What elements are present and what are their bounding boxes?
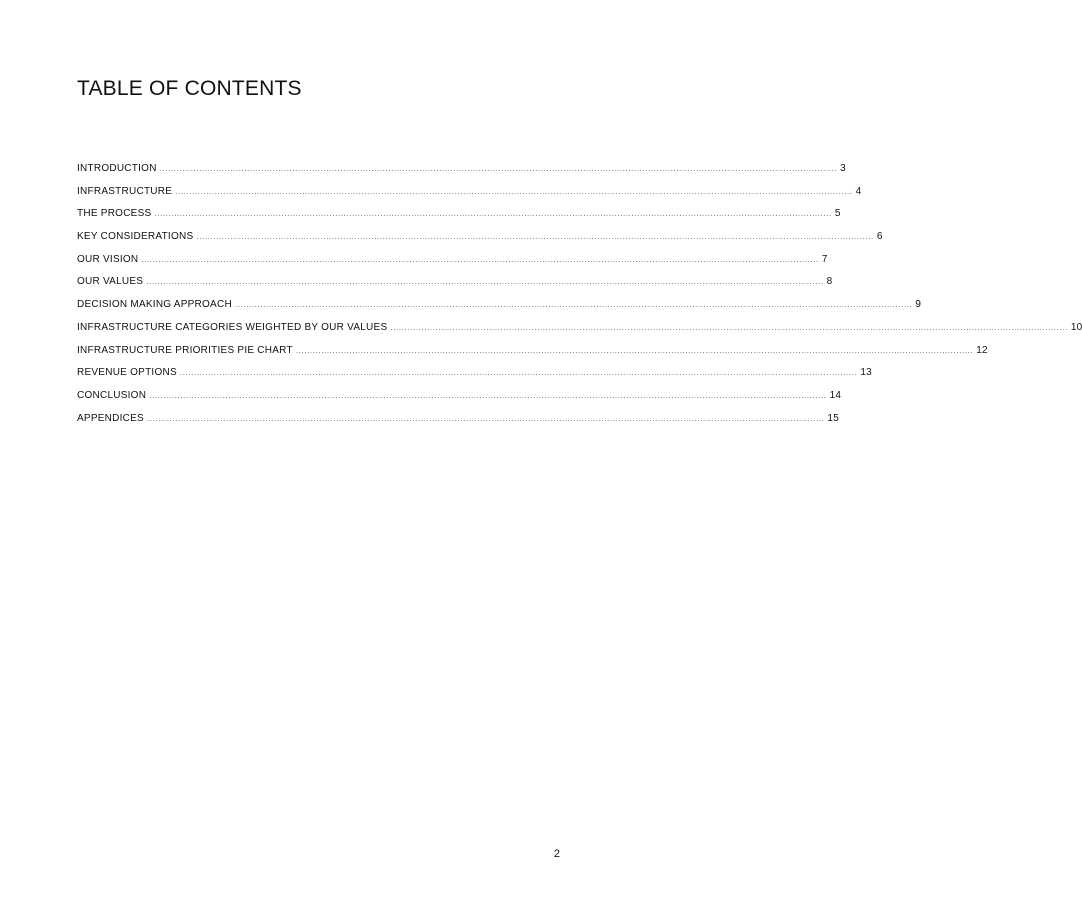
toc-entry-infrastructure[interactable] — [77, 185, 862, 201]
toc-entry-page: 7 — [821, 253, 828, 265]
toc-entry-our-vision[interactable] — [77, 253, 828, 269]
toc-entry-label: REVENUE OPTIONS — [77, 367, 177, 379]
toc-entry-appendices[interactable] — [77, 412, 840, 428]
table-of-contents — [77, 163, 1082, 435]
toc-entry-revenue-options[interactable] — [77, 367, 872, 382]
toc-dot-leader: ................................................................................................................................................................................................................................................ — [175, 186, 853, 196]
toc-entry-page: 12 — [976, 344, 988, 356]
toc-entry-label: CONCLUSION — [77, 389, 147, 401]
toc-dot-leader: ................................................................................................................................................................................................................................................ — [149, 390, 827, 400]
toc-entry-page: 10 — [1070, 321, 1082, 333]
toc-dot-leader: ................................................................................................................................................................................................................................................ — [234, 300, 913, 310]
toc-entry-page: 15 — [827, 412, 840, 424]
toc-entry-label: INFRASTRUCTURE PRIORITIES PIE CHART — [77, 344, 293, 356]
toc-entry-page: 5 — [834, 208, 841, 220]
toc-entry-label: KEY CONSIDERATIONS — [77, 231, 194, 243]
toc-dot-leader: ................................................................................................................................................................................................................................................ — [141, 254, 819, 264]
toc-entry-page: 3 — [840, 163, 846, 174]
toc-entry-infrastructure-categories[interactable] — [77, 321, 1082, 337]
page-number: 2 — [553, 848, 560, 860]
toc-entry-introduction[interactable] — [77, 163, 846, 178]
toc-entry-label: OUR VALUES — [77, 276, 144, 288]
toc-entry-key-considerations[interactable] — [77, 231, 883, 246]
toc-entry-label: INFRASTRUCTURE — [77, 185, 173, 197]
toc-entry-page: 9 — [915, 299, 922, 311]
toc-dot-leader: ................................................................................................................................................................................................................................................ — [390, 322, 1068, 332]
toc-dot-leader: ................................................................................................................................................................................................................................................ — [146, 413, 825, 423]
toc-dot-leader: ................................................................................................................................................................................................................................................ — [154, 209, 832, 219]
toc-entry-label: INFRASTRUCTURE CATEGORIES WEIGHTED BY OUR VALUES — [77, 321, 388, 333]
toc-dot-leader: ................................................................................................................................................................................................................................................ — [146, 277, 824, 287]
toc-entry-page: 8 — [826, 276, 833, 288]
toc-entry-label: INTRODUCTION — [77, 163, 157, 174]
toc-dot-leader: ................................................................................................................................................................................................................................................ — [159, 164, 838, 173]
toc-dot-leader: ................................................................................................................................................................................................................................................ — [179, 368, 858, 378]
toc-entry-the-process[interactable] — [77, 208, 841, 223]
toc-entry-our-values[interactable] — [77, 276, 833, 291]
toc-entry-page: 4 — [855, 185, 862, 197]
toc-entry-label: THE PROCESS — [77, 208, 152, 220]
toc-entry-label: DECISION MAKING APPROACH — [77, 299, 232, 311]
toc-entry-decision-making-approach[interactable] — [77, 299, 922, 314]
toc-entry-label: OUR VISION — [77, 253, 139, 265]
toc-dot-leader: ................................................................................................................................................................................................................................................ — [295, 345, 974, 355]
toc-dot-leader: ................................................................................................................................................................................................................................................ — [196, 232, 874, 242]
toc-entry-label: APPENDICES — [77, 412, 144, 424]
toc-entry-page: 14 — [829, 389, 842, 401]
toc-entry-infrastructure-priorities-pie-chart[interactable] — [77, 344, 988, 360]
toc-entry-conclusion[interactable] — [77, 389, 842, 405]
toc-entry-page: 13 — [860, 367, 872, 379]
toc-entry-page: 6 — [876, 231, 883, 243]
page-title: TABLE OF CONTENTS — [77, 77, 302, 100]
